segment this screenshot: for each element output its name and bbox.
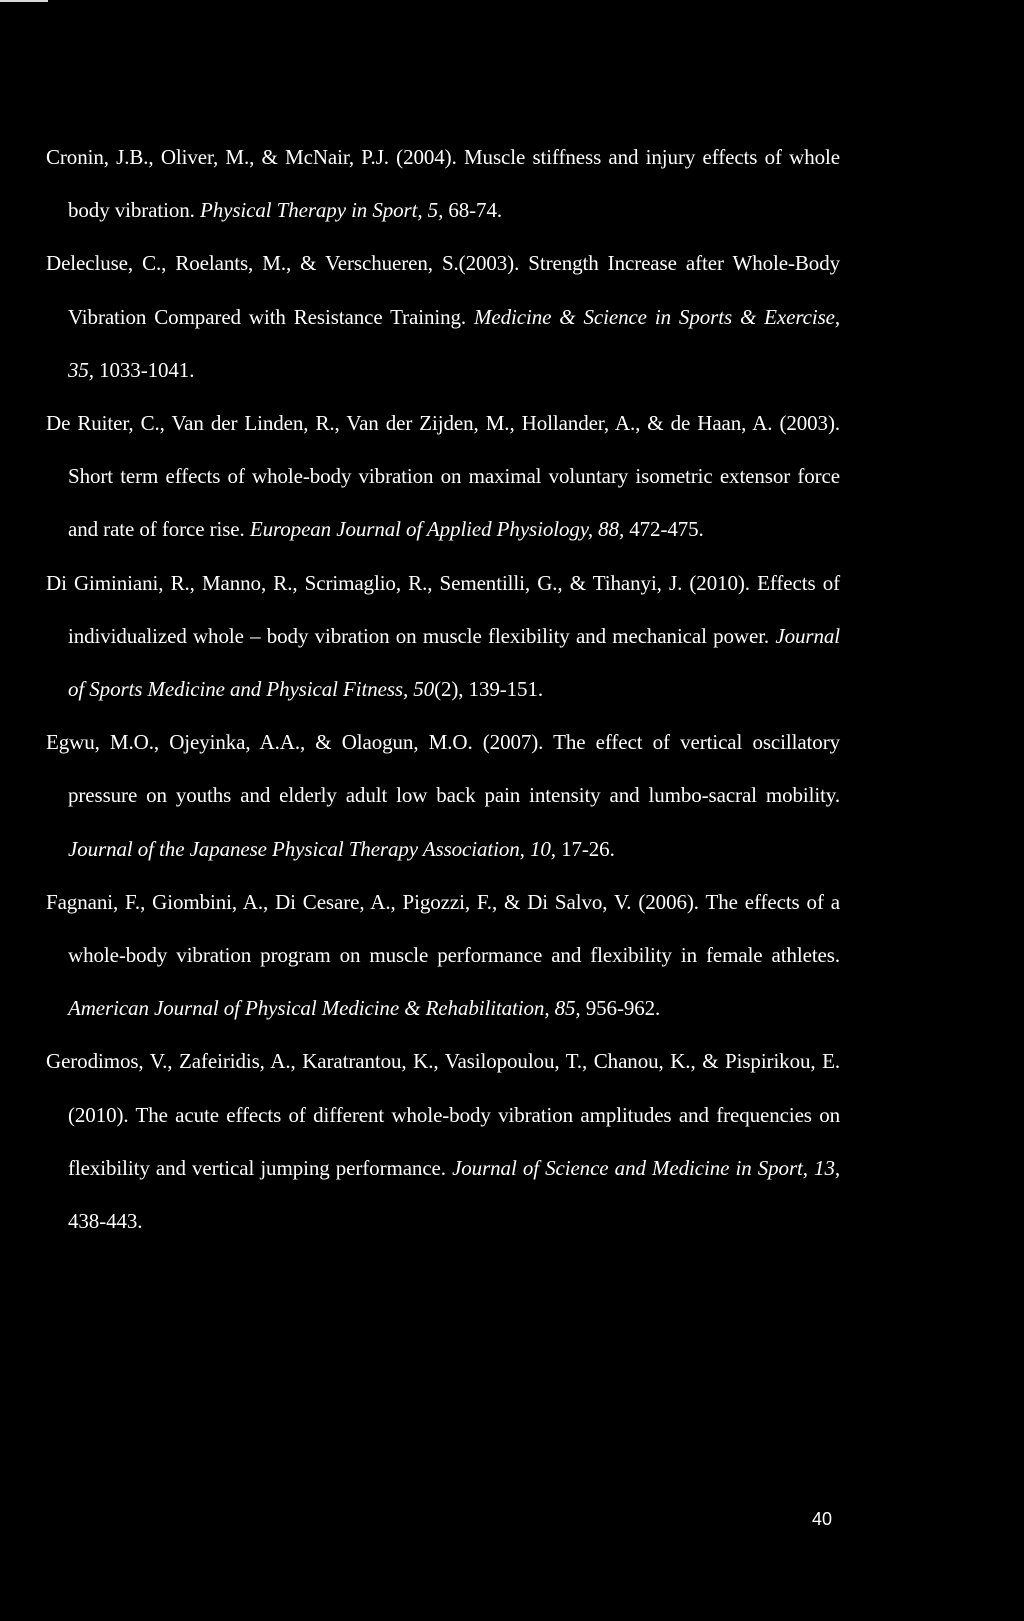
reference-list (46, 131, 840, 1248)
reference-pages: 17-26. (555, 836, 615, 861)
reference-pages: 438-443. (68, 1209, 143, 1234)
reference-entry (46, 237, 840, 397)
reference-source: Physical Therapy in Sport, 5, (199, 198, 444, 223)
reference-source: Journal of the Japanese Physical Therapy Association, 10, (68, 836, 556, 861)
reference-source: Journal of Sports Medicine and Physical Fitness, 50 (68, 623, 840, 702)
reference-pages: 68-74. (443, 198, 503, 223)
reference-authors-title: Cronin, J.B., Oliver, M., & McNair, P.J. (2004). Muscle stiffness and injury effects of whole body vibration. (46, 145, 840, 223)
reference-pages: 472-475. (624, 517, 704, 542)
reference-source: European Journal of Applied Physiology, 88, (249, 517, 625, 542)
reference-authors-title: Delecluse, C., Roelants, M., & Verschueren, S.(2003). Strength Increase after Whole-Body Vibration Compared with Resistance Training. (46, 251, 840, 329)
reference-authors-title: Di Giminiani, R., Manno, R., Scrimaglio, R., Sementilli, G., & Tihanyi, J. (2010). Effects of individualized whole – body vibration on muscle flexibility and mechanical power. (46, 570, 840, 648)
reference-authors-title: Fagnani, F., Giombini, A., Di Cesare, A., Pigozzi, F., & Di Salvo, V. (2006). The effects of a whole-body vibration program on muscle performance and flexibility in female athletes. (46, 889, 840, 968)
reference-entry (46, 557, 840, 717)
reference-pages: 1033-1041. (93, 357, 195, 382)
reference-authors-title: Gerodimos, V., Zafeiridis, A., Karatrantou, K., Vasilopoulou, T., Chanou, K., & Pispirikou, E. (2010). The acute effects of different whole-body vibration amplitudes and frequencies on flexibility and vertical jumping performance. (46, 1049, 840, 1180)
reference-authors-title: Egwu, M.O., Ojeyinka, A.A., & Olaogun, M.O. (2007). The effect of vertical oscillatory pressure on youths and elderly adult low back pain intensity and lumbo-sacral mobility. (46, 730, 840, 808)
reference-entry (46, 397, 840, 557)
reference-entry (46, 131, 840, 237)
page-number: 40 (812, 1509, 833, 1529)
reference-pages: 956-962. (580, 996, 661, 1021)
reference-pages: (2), 139-151. (434, 677, 543, 702)
reference-source: American Journal of Physical Medicine & Rehabilitation, 85, (68, 996, 581, 1021)
reference-source: Journal of Science and Medicine in Sport, 13, (452, 1155, 840, 1180)
reference-authors-title: De Ruiter, C., Van der Linden, R., Van der Zijden, M., Hollander, A., & de Haan, A. (2003). Short term effects of whole-body vibration on maximal voluntary isometric extensor force and rate of force rise. (46, 411, 840, 542)
scan-edge-mark (0, 0, 48, 2)
reference-entry (46, 876, 840, 1036)
reference-entry (46, 716, 840, 876)
reference-source: Medicine & Science in Sports & Exercise, 35, (68, 304, 841, 382)
reference-entry (46, 1035, 840, 1248)
